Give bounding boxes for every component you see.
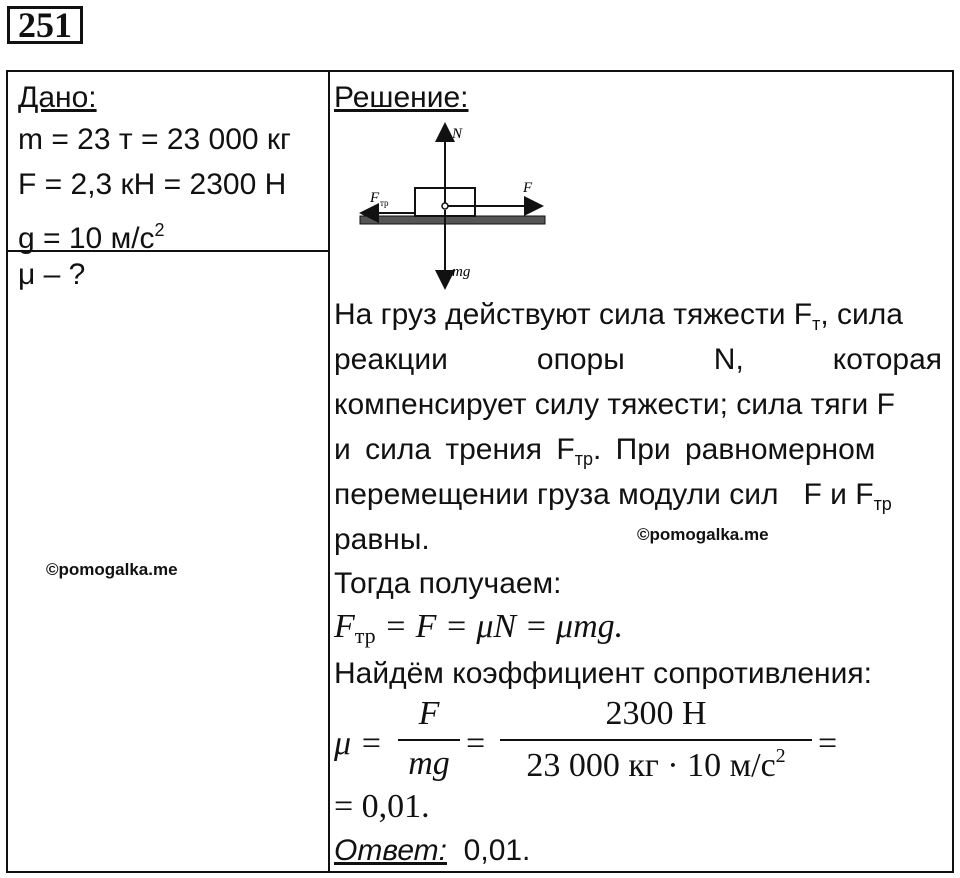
mu-equals: μ = xyxy=(334,725,383,762)
text-line-1: На груз действуют сила тяжести $F_т$, сила xyxy=(334,298,903,334)
answer-row xyxy=(334,833,530,869)
text-line-3: компенсирует силу тяжести; сила тяги F xyxy=(334,388,895,421)
result: = 0,01. xyxy=(334,788,430,825)
frac1-bar xyxy=(398,739,460,741)
problem-number: 251 xyxy=(7,6,83,44)
watermark-left: ©pomogalka.me xyxy=(46,560,178,579)
watermark-right: ©pomogalka.me xyxy=(637,525,769,544)
frac1-numerator: F xyxy=(418,695,440,732)
surface xyxy=(360,216,545,224)
force-diagram xyxy=(355,118,555,293)
text-line-6: равны. xyxy=(334,523,430,556)
equals-sign: = xyxy=(466,725,486,762)
label-mg: mg xyxy=(452,264,471,280)
given-gravity: g = 10 $м/с^2$ xyxy=(18,220,165,255)
given-force: F = 2,3 кН = 2300 Н xyxy=(18,168,287,201)
label-N: N xyxy=(452,126,463,142)
text-line-2: реакции опоры N, которая xyxy=(334,343,942,376)
unknown: μ – ? xyxy=(18,258,86,291)
find-text: Найдём коэффициент сопротивления: xyxy=(334,657,872,690)
center-point xyxy=(442,203,448,209)
given-mass: m = 23 т = 23 000 кг xyxy=(18,123,291,156)
column-divider xyxy=(328,72,330,871)
given-heading: Дано: xyxy=(18,81,97,114)
text-line-5: перемещении груза модули сил F и $F_{тр}$ xyxy=(334,478,892,514)
label-Ftr-sub: тр xyxy=(380,198,389,208)
frac2-denominator: 23 000 кг · 10 $м/с^2$ xyxy=(526,745,786,784)
equals-tail: = xyxy=(818,725,838,762)
equation-friction: $F_{тр} = F = \mu N = \mu mg$. xyxy=(334,608,624,648)
label-F: F xyxy=(523,180,533,196)
answer-value: 0,01. xyxy=(463,834,531,867)
then-text: Тогда получаем: xyxy=(334,567,562,600)
label-Ftr: F xyxy=(370,190,380,206)
answer-label: Ответ: xyxy=(334,834,447,867)
text-line-4: и сила трения $F_{тр}$. При равномерном xyxy=(334,433,876,469)
solution-heading: Решение: xyxy=(334,81,469,114)
frac2-numerator: 2300 Н xyxy=(605,695,707,732)
frac2-bar xyxy=(500,739,812,741)
frac1-denominator: mg xyxy=(408,745,450,782)
